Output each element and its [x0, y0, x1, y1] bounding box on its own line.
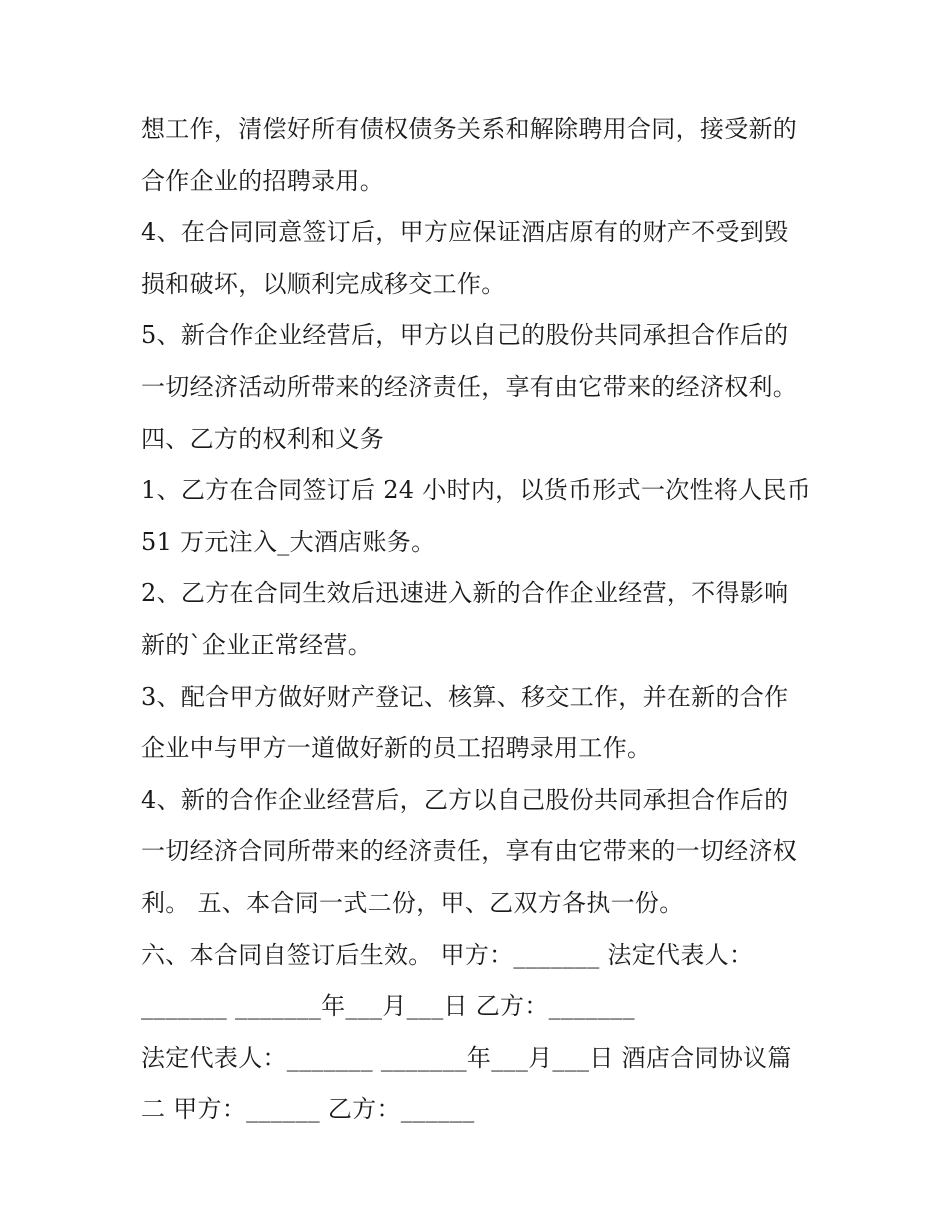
signature-line: 二 甲方：______ 乙方：______	[141, 1095, 475, 1124]
text-line: 3、配合甲方做好财产登记、核算、移交工作，并在新的合作	[141, 682, 789, 711]
section-heading: 四、乙方的权利和义务	[141, 424, 384, 453]
signature-line: _______ _______年___月___日 乙方：_______	[141, 992, 635, 1021]
text-line: 1、乙方在合同签订后 24 小时内，以货币形式一次性将人民币	[141, 476, 812, 505]
text-line: 2、乙方在合同生效后迅速进入新的合作企业经营，不得影响	[141, 579, 789, 608]
text-line: 利。 五、本合同一式二份，甲、乙双方各执一份。	[141, 888, 684, 917]
text-line: 想工作，清偿好所有债权债务关系和解除聘用合同，接受新的	[141, 115, 798, 143]
text-line: 5、新合作企业经营后，甲方以自己的股份共同承担合作后的	[141, 321, 789, 350]
text-line: 损和破坏，以顺利完成移交工作。	[141, 269, 506, 298]
text-line: 4、在合同同意签订后，甲方应保证酒店原有的财产不受到毁	[141, 218, 789, 247]
text-line: 4、新的合作企业经营后，乙方以自己股份共同承担合作后的	[141, 785, 789, 814]
text-line: 合作企业的招聘录用。	[141, 166, 384, 195]
text-line: 新的`企业正常经营。	[141, 630, 372, 659]
signature-line: 六、本合同自签订后生效。 甲方：_______ 法定代表人：	[141, 940, 754, 969]
text-line: 一切经济活动所带来的经济责任，享有由它带来的经济权利。	[141, 372, 798, 401]
document-body	[141, 104, 821, 1136]
text-line: 企业中与甲方一道做好新的员工招聘录用工作。	[141, 734, 652, 763]
text-line: 一切经济合同所带来的经济责任，享有由它带来的一切经济权	[141, 837, 798, 866]
signature-line: 法定代表人：_______ _______年___月___日 酒店合同协议篇	[141, 1043, 792, 1072]
text-line: 51 万元注入_大酒店账务。	[141, 527, 436, 556]
